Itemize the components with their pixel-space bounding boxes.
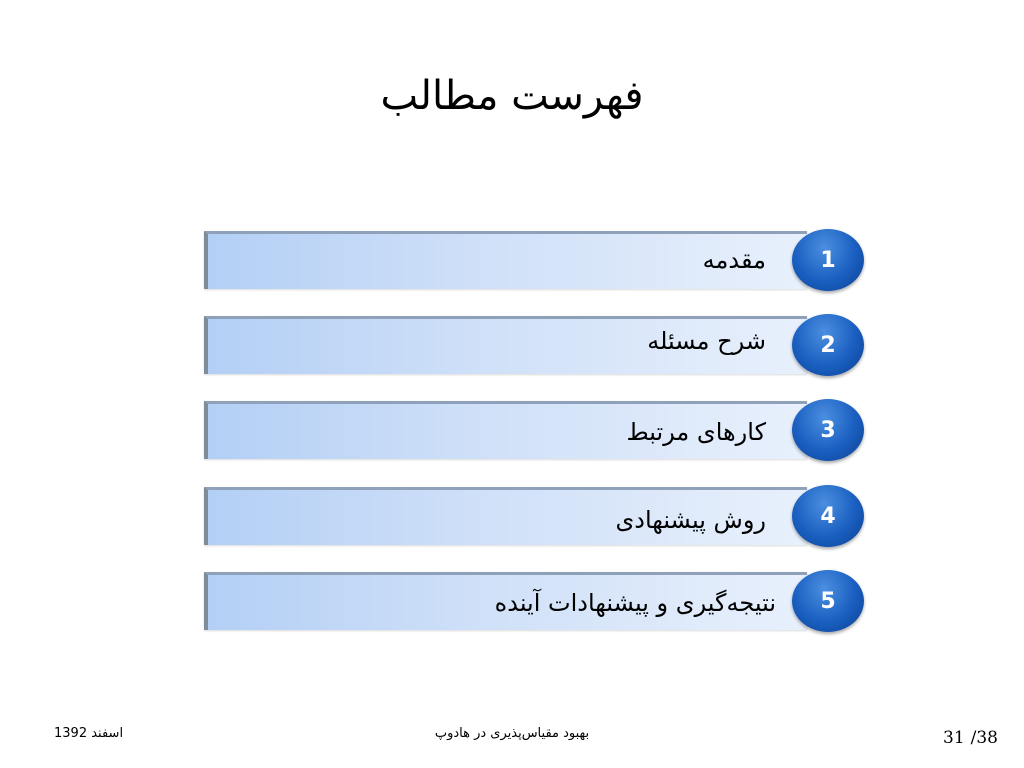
toc-item-4[interactable]	[204, 487, 864, 549]
toc-item-3[interactable]	[204, 401, 864, 463]
toc-item-label: کارهای مرتبط	[626, 418, 766, 446]
number-badge: 3	[792, 399, 864, 461]
toc-item-5[interactable]	[204, 572, 864, 634]
toc-item-label: نتیجه‌گیری و پیشنهادات آینده	[494, 589, 776, 617]
page-current: 31	[943, 728, 965, 748]
footer-title: بهبود مقیاس‌پذیری در هادوپ	[434, 726, 590, 741]
footer-date: اسفند 1392	[54, 726, 124, 741]
page-number	[937, 728, 998, 748]
toc-item-1[interactable]	[204, 231, 864, 293]
toc-item-label: مقدمه	[702, 246, 766, 274]
number-badge: 1	[792, 229, 864, 291]
number-badge: 4	[792, 485, 864, 547]
toc-item-label: روش پیشنهادی	[615, 506, 766, 534]
slide-title: فهرست مطالب	[380, 73, 644, 119]
toc-item-label: شرح مسئله	[647, 327, 766, 355]
number-badge: 5	[792, 570, 864, 632]
page-total: /38	[970, 728, 998, 748]
toc-item-2[interactable]	[204, 316, 864, 378]
number-badge: 2	[792, 314, 864, 376]
